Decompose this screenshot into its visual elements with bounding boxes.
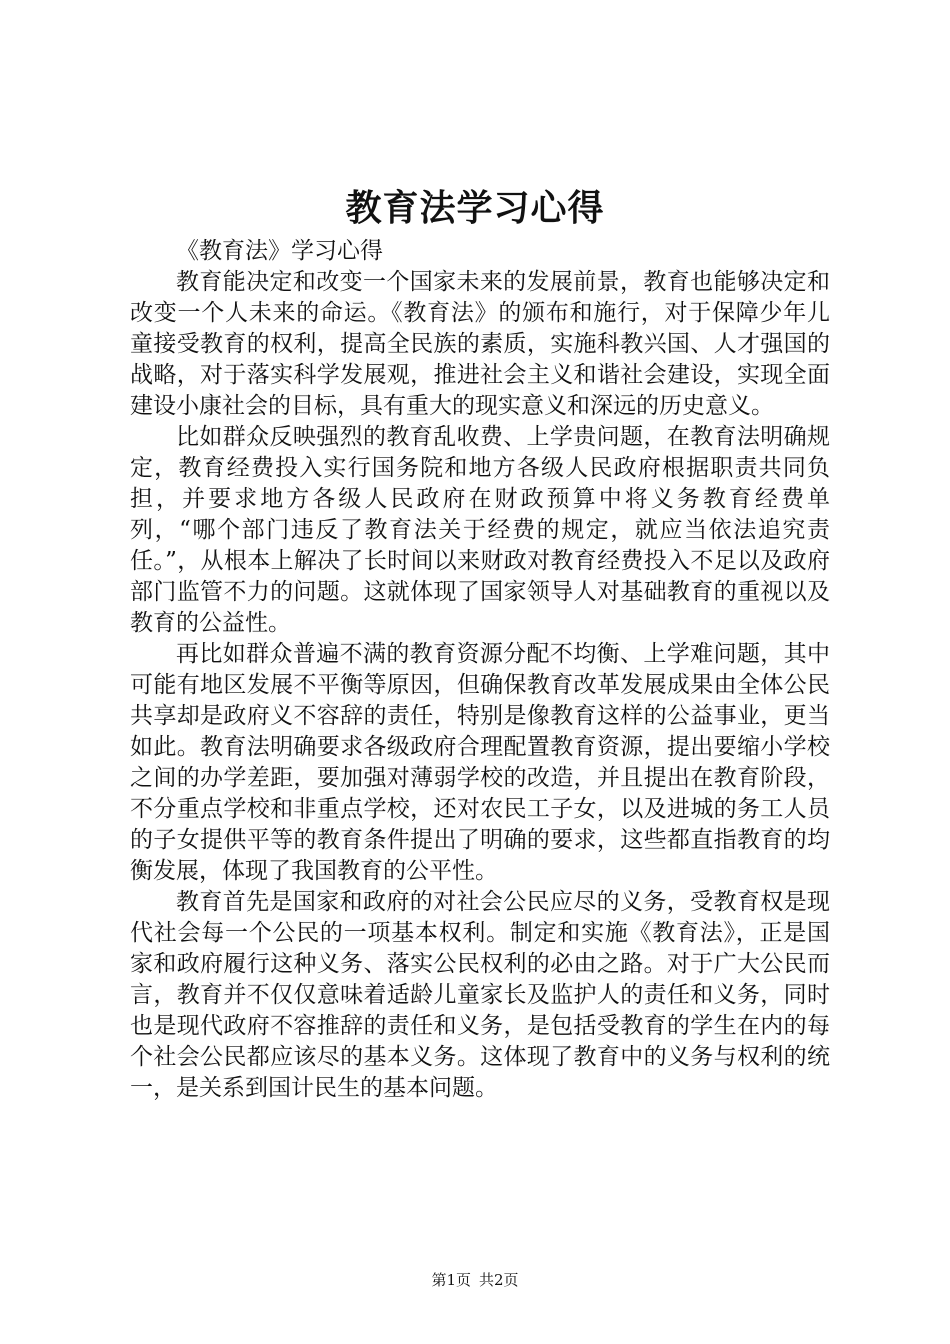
page-number: 第1页 (431, 1271, 471, 1289)
document-title: 教育法学习心得 (345, 187, 605, 229)
subtitle-paragraph: 《教育法》学习心得 (176, 238, 383, 264)
document-body (130, 236, 830, 1104)
body-paragraph: 再比如群众普遍不满的教育资源分配不均衡、上学难问题，其中可能有地区发展不平衡等原因，但确保教育改革发展成果由全体公民共享却是政府义不容辞的责任，特别是像教育这样的公益事业，更当如此。教育法明确要求各级政府合理配置教育资源，提出要缩小学校之间的办学差距，要加强对薄弱学校的改造，并且提出在教育阶段，不分重点学校和非重点学校，还对农民工子女，以及进城的务工人员的子女提供平等的教育条件提出了明确的要求，这些都直指教育的均衡发展，体现了我国教育的公平性。 (130, 641, 830, 884)
page-total: 共2页 (479, 1271, 519, 1289)
body-paragraph: 比如群众反映强烈的教育乱收费、上学贵问题，在教育法明确规定，教育经费投入实行国务院和地方各级人民政府根据职责共同负担，并要求地方各级人民政府在财政预算中将义务教育经费单列，“哪个部门违反了教育法关于经费的规定，就应当依法追究责任。”，从根本上解决了长时间以来财政对教育经费投入不足以及政府部门监管不力的问题。这就体现了国家领导人对基础教育的重视以及教育的公益性。 (130, 424, 830, 636)
body-paragraph: 教育能决定和改变一个国家未来的发展前景，教育也能够决定和改变一个人未来的命运。《教育法》的颁布和施行，对于保障少年儿童接受教育的权利，提高全民族的素质，实施科教兴国、人才强国的战略，对于落实科学发展观，推进社会主义和谐社会建设，实现全面建设小康社会的目标，具有重大的现实意义和深远的历史意义。 (130, 269, 830, 419)
body-paragraph: 教育首先是国家和政府的对社会公民应尽的义务，受教育权是现代社会每一个公民的一项基本权利。制定和实施《教育法》，正是国家和政府履行这种义务、落实公民权利的必由之路。对于广大公民而言，教育并不仅仅意味着适龄儿童家长及监护人的责任和义务，同时也是现代政府不容推辞的责任和义务，是包括受教育的学生在内的每个社会公民都应该尽的基本义务。这体现了教育中的义务与权利的统一，是关系到国计民生的基本问题。 (130, 889, 830, 1101)
page-footer (0, 1270, 950, 1290)
